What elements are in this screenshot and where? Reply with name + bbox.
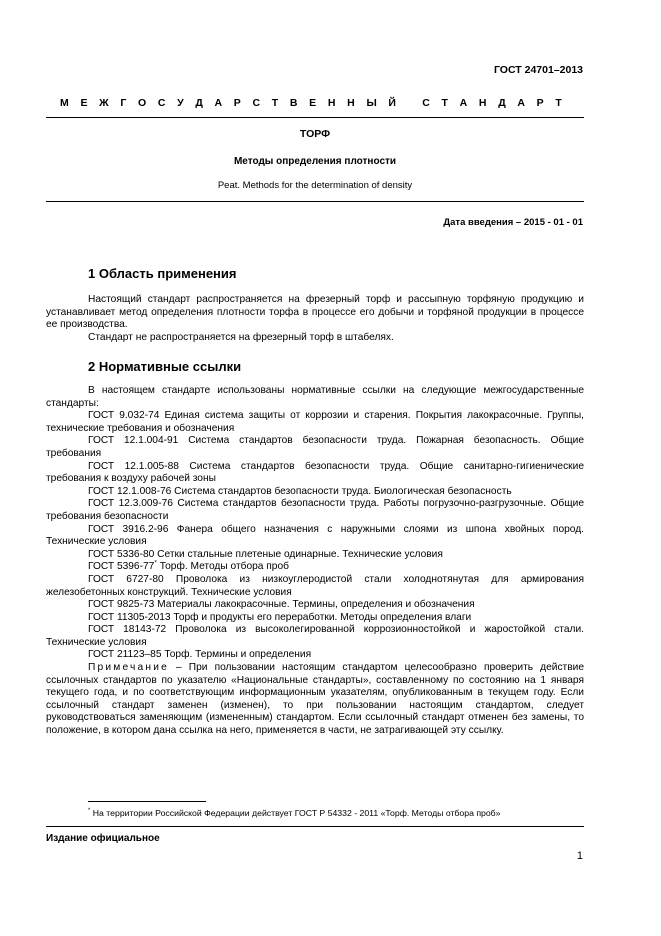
banner-letter: С xyxy=(252,97,261,109)
header-rule-top xyxy=(46,117,584,118)
page-number: 1 xyxy=(576,850,583,862)
reference-item: ГОСТ 12.3.009-76 Система стандартов безопасности труда. Работы погрузочно-разгрузочные. Общие требования безопасности xyxy=(46,498,584,522)
gost-number: ГОСТ 24701–2013 xyxy=(493,64,583,76)
reference-item: ГОСТ 21123–85 Торф. Термины и определения xyxy=(88,649,312,661)
banner-letter: А xyxy=(517,97,525,109)
banner-letter: Й xyxy=(388,97,396,109)
reference-code: ГОСТ 5396-77 xyxy=(88,561,155,573)
banner-letter: Н xyxy=(347,97,355,109)
reference-item: ГОСТ 3916.2-96 Фанера общего назначения с наружными слоями из шпона хвойных пород. Технические условия xyxy=(46,523,584,548)
introduction-date: Дата введения – 2015 - 01 - 01 xyxy=(443,217,583,228)
banner-letter: М xyxy=(60,97,69,109)
section-1-paragraph: Стандарт не распространяется на фрезерный торф в штабелях. xyxy=(88,331,394,343)
reference-item: ГОСТ 12.1.004-91 Система стандартов безопасности труда. Пожарная безопасность. Общие требования xyxy=(46,435,584,459)
banner-letter: Ж xyxy=(99,97,109,109)
reference-item xyxy=(46,561,584,574)
document-subtitle: Методы определения плотности xyxy=(233,156,397,167)
banner-letter: С xyxy=(157,97,166,109)
reference-item: ГОСТ 9825-73 Материалы лакокрасочные. Термины, определения и обозначения xyxy=(88,599,475,611)
reference-item: ГОСТ 6727-80 Проволока из низкоуглеродистой стали холоднотянутая для армирования железобетонных конструкций. Технические условия xyxy=(46,573,584,598)
banner-letter: Г xyxy=(120,97,127,109)
section-2-intro: В настоящем стандарте использованы нормативные ссылки на следующие межгосударственные стандарты: xyxy=(46,385,584,409)
banner-letter xyxy=(408,97,411,109)
note-paragraph xyxy=(46,662,584,738)
banner-letter: Е xyxy=(80,97,88,109)
banner-letter: Д xyxy=(498,97,506,109)
header-rule-bottom xyxy=(46,201,584,202)
banner-letter: А xyxy=(459,97,468,109)
reference-item: ГОСТ 9.032-74 Единая система защиты от коррозии и старения. Покрытия лакокрасочные. Группы, технические требования и обозначения xyxy=(46,410,584,434)
reference-item: ГОСТ 12.1.008-76 Система стандартов безопасности труда. Биологическая безопасность xyxy=(88,485,512,497)
english-title: Peat. Methods for the determination of density xyxy=(217,180,413,191)
reference-item: ГОСТ 11305-2013 Торф и продукты его переработки. Методы определения влаги xyxy=(88,611,472,623)
reference-item: ГОСТ 18143-72 Проволока из высоколегированной коррозионностойкой и жаростойкой стали. Технические условия xyxy=(46,624,584,648)
banner-letter: Е xyxy=(309,97,317,109)
banner-letter: А xyxy=(214,97,223,109)
section-2-heading: 2 Нормативные ссылки xyxy=(88,359,242,374)
banner-letter: Н xyxy=(327,97,336,109)
banner-letter: С xyxy=(422,97,430,109)
banner-letter: Ы xyxy=(366,97,377,109)
note-text: – При пользовании настоящим стандартом целесообразно проверить действие ссылочных стандартов по указателю «Национальные стандарты», составленному по состоянию на 1 января текущего года, и по соответствующим информационным указателям, опубликованным в текущем году. Если ссылочный стандарт заменен (изменен), то при пользовании настоящим стандартом, следует руководствоваться заменяющим (измененным) стандартом. Если ссылочный стандарт отменен без замены, то положение, в котором дана ссылка на него, применяется в части, не затрагивающей эту ссылку. xyxy=(46,662,584,737)
section-1-paragraph: Настоящий стандарт распространяется на фрезерный торф и рассыпную торфяную продукцию и устанавливает метод определения плотности торфа в процессе его добычи и торфяной продукции в процессе ее производства. xyxy=(46,294,584,331)
banner-letter: Н xyxy=(478,97,487,109)
banner-letter: Т xyxy=(271,97,279,109)
footnote-text: На территории Российской Федерации действует ГОСТ Р 54332 - 2011 «Торф. Методы отбора проб» xyxy=(90,808,501,818)
interstate-standard-banner xyxy=(60,97,562,109)
section-1-body xyxy=(46,294,584,344)
footnote-rule xyxy=(88,801,206,802)
reference-title: Торф. Методы отбора проб xyxy=(156,561,289,573)
note-label: Примечание xyxy=(88,662,169,674)
banner-letter: О xyxy=(137,97,147,109)
footnote xyxy=(88,808,501,818)
footer-rule xyxy=(46,826,584,827)
official-edition-label: Издание официальное xyxy=(46,833,160,844)
banner-letter: Д xyxy=(195,97,203,109)
section-2-body xyxy=(46,385,584,738)
footnote-mark: * xyxy=(88,808,91,815)
section-1-heading: 1 Область применения xyxy=(88,266,237,281)
banner-letter: Т xyxy=(441,97,448,109)
banner-letter: Т xyxy=(555,97,562,109)
banner-letter: Р xyxy=(233,97,241,109)
reference-item: ГОСТ 12.1.005-88 Система стандартов безопасности труда. Общие санитарно-гигиенические требования к воздуху рабочей зоны xyxy=(46,460,584,485)
banner-letter: Р xyxy=(536,97,544,109)
document-title: ТОРФ xyxy=(299,128,331,140)
reference-item: ГОСТ 5336-80 Сетки стальные плетеные одинарные. Технические условия xyxy=(88,548,443,560)
banner-letter: В xyxy=(289,97,298,109)
footnote-mark: * xyxy=(154,559,157,567)
banner-letter: У xyxy=(177,97,184,109)
